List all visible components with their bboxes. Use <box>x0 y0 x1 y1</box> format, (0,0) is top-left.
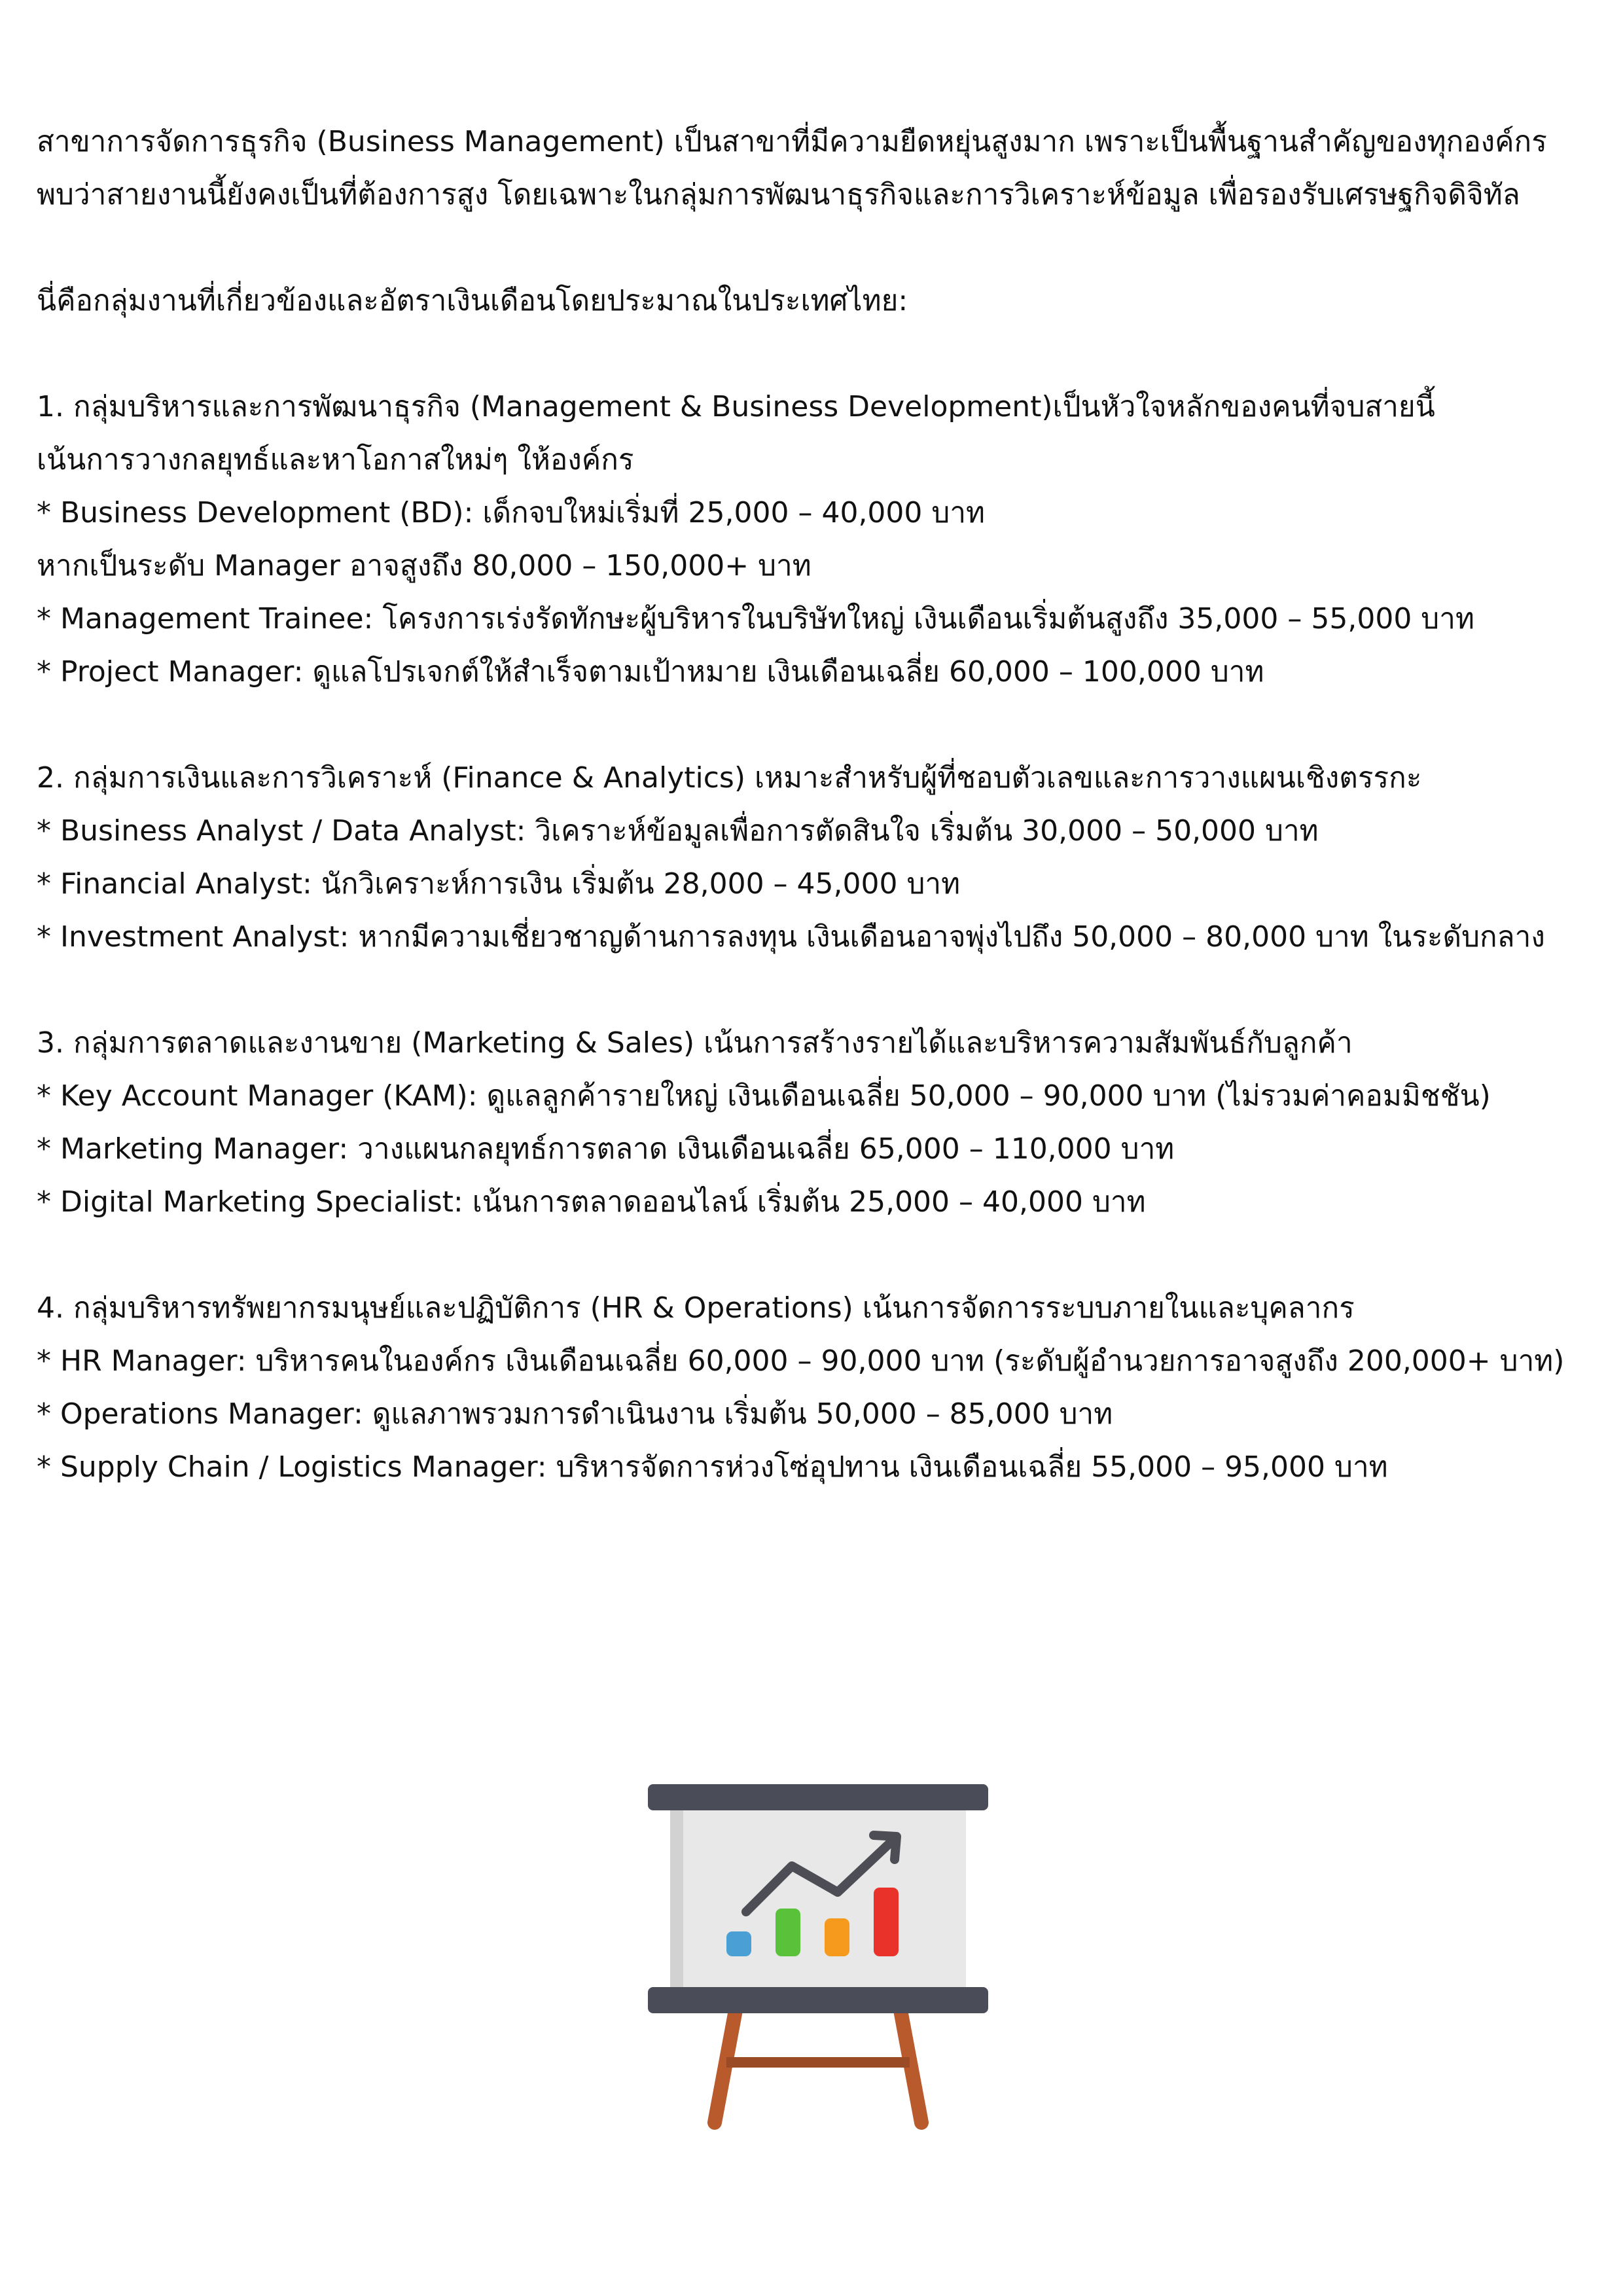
board-bottom-frame <box>648 1987 988 2013</box>
list-item: * Supply Chain / Logistics Manager: บริหารจัดการห่วงโซ่อุปทาน เงินเดือนเฉลี่ย 55,000 – 95,000 บาท <box>37 1450 1388 1484</box>
list-item: * HR Manager: บริหารคนในองค์กร เงินเดือนเฉลี่ย 60,000 – 90,000 บาท (ระดับผู้อำนวยการอาจสูงถึง 200,000+ บาท) <box>37 1344 1565 1378</box>
chart-bar-orange <box>825 1918 849 1956</box>
section-management <box>37 380 1561 698</box>
document-body <box>37 115 1565 1494</box>
list-item: * Operations Manager: ดูแลภาพรวมการดำเนินงาน เริ่มต้น 50,000 – 85,000 บาท <box>37 1397 1113 1431</box>
chart-bar-blue <box>726 1931 751 1956</box>
list-item: * Business Analyst / Data Analyst: วิเคราะห์ข้อมูลเพื่อการตัดสินใจ เริ่มต้น 30,000 – 50,000 บาท <box>37 814 1319 848</box>
section-hr-operations <box>37 1282 1565 1494</box>
board-surface <box>670 1803 966 1994</box>
chart-bar-red <box>874 1888 899 1956</box>
list-item: * Management Trainee: โครงการเร่งรัดทักษะผู้บริหารในบริษัทใหญ่ เงินเดือนเริ่มต้นสูงถึง 35,000 – 55,000 บาท <box>37 602 1474 636</box>
lead-line: นี่คือกลุ่มงานที่เกี่ยวข้องและอัตราเงินเดือนโดยประมาณในประเทศไทย: <box>37 284 908 317</box>
intro-line-1: สาขาการจัดการธุรกิจ (Business Management) เป็นสาขาที่มีความยืดหยุ่นสูงมาก เพราะเป็นพื้นฐานสำคัญของทุกองค์กร <box>37 125 1547 158</box>
list-item: * Digital Marketing Specialist: เน้นการตลาดออนไลน์ เริ่มต้น 25,000 – 40,000 บาท <box>37 1185 1146 1219</box>
board-shade <box>670 1803 683 1994</box>
list-item: * Investment Analyst: หากมีความเชี่ยวชาญด้านการลงทุน เงินเดือนอาจพุ่งไปถึง 50,000 – 80,000 บาท ในระดับกลาง <box>37 920 1545 954</box>
list-item: หากเป็นระดับ Manager อาจสูงถึง 80,000 – 150,000+ บาท <box>37 549 812 583</box>
section-heading: 3. กลุ่มการตลาดและงานขาย (Marketing & Sales) เน้นการสร้างรายได้และบริหารความสัมพันธ์กับลูกค้า <box>37 1026 1353 1060</box>
section-finance <box>37 751 1561 963</box>
easel-crossbar <box>726 2057 910 2068</box>
intro-line-2: พบว่าสายงานนี้ยังคงเป็นที่ต้องการสูง โดยเฉพาะในกลุ่มการพัฒนาธุรกิจและการวิเคราะห์ข้อมูล เพื่อรองรับเศรษฐกิจดิจิทัล <box>37 178 1520 211</box>
section-subtext: เน้นการวางกลยุทธ์และหาโอกาสใหม่ๆ ให้องค์กร <box>37 443 634 476</box>
list-item: * Marketing Manager: วางแผนกลยุทธ์การตลาด เงินเดือนเฉลี่ย 65,000 – 110,000 บาท <box>37 1132 1175 1166</box>
section-heading: 4. กลุ่มบริหารทรัพยากรมนุษย์และปฏิบัติการ (HR & Operations) เน้นการจัดการระบบภายในและบุคลากร <box>37 1291 1355 1325</box>
list-item: * Business Development (BD): เด็กจบใหม่เริ่มที่ 25,000 – 40,000 บาท <box>37 496 986 529</box>
list-item: * Project Manager: ดูแลโปรเจกต์ให้สำเร็จตามเป้าหมาย เงินเดือนเฉลี่ย 60,000 – 100,000 บาท <box>37 655 1264 689</box>
list-item: * Financial Analyst: นักวิเคราะห์การเงิน เริ่มต้น 28,000 – 45,000 บาท <box>37 867 961 901</box>
board-top-frame <box>648 1784 988 1810</box>
list-item: * Key Account Manager (KAM): ดูแลลูกค้ารายใหญ่ เงินเดือนเฉลี่ย 50,000 – 90,000 บาท (ไม่รวมค่าคอมมิชชัน) <box>37 1079 1491 1113</box>
section-heading: 2. กลุ่มการเงินและการวิเคราะห์ (Finance & Analytics) เหมาะสำหรับผู้ที่ชอบตัวเลขและการวางแผนเชิงตรรกะ <box>37 761 1422 795</box>
presentation-board-growth-chart-icon <box>648 1784 988 2131</box>
chart-bar-green <box>776 1909 800 1956</box>
section-marketing <box>37 1016 1561 1229</box>
section-heading: 1. กลุ่มบริหารและการพัฒนาธุรกิจ (Management & Business Development)เป็นหัวใจหลักของคนที่จบสายนี้ <box>37 390 1435 423</box>
